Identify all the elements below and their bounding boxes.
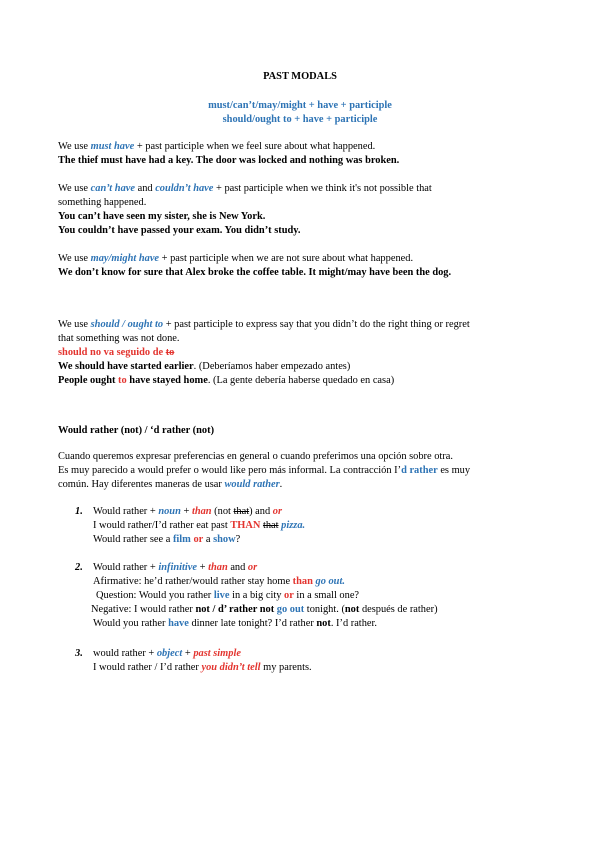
item2-affirmative: Afirmative: he’d rather/would rather stay home than go out. xyxy=(93,576,345,587)
would-rather-intro-2: Es muy parecido a would prefer o would like pero más informal. La contracción I’d rather es muy xyxy=(58,465,471,476)
item1-example-1: I would rather/I’d rather eat past THAN that pizza. xyxy=(93,520,306,531)
item2-formula: Would rather + infinitive + than and or xyxy=(93,562,258,573)
may-example: We don’t know for sure that Alex broke the coffee table. It might/may have been the dog. xyxy=(58,267,452,278)
item2-question: Question: Would you rather live in a big city or in a small one? xyxy=(96,590,360,601)
must-explanation: We use must have + past participle when we feel sure about what happened. xyxy=(58,141,376,152)
list-number-3: 3. xyxy=(75,648,83,659)
cant-explanation-cont: something happened. xyxy=(58,197,147,208)
item3-example: I would rather / I’d rather you didn’t tell my parents. xyxy=(93,662,312,673)
item1-formula: Would rather + noun + than (not that) and or xyxy=(93,506,283,517)
must-example: The thief must have had a key. The door was locked and nothing was broken. xyxy=(58,155,400,166)
page-title: PAST MODALS xyxy=(263,71,337,82)
item2-would-you: Would you rather have dinner late tonight? I’d rather not. I’d rather. xyxy=(93,618,377,629)
would-rather-intro-1: Cuando queremos expresar preferencias en general o cuando preferimos una opción sobre otra. xyxy=(58,451,453,462)
subtitle-must-might: must/can’t/may/might + have + participle xyxy=(208,100,392,111)
should-example-2: People ought to have stayed home. (La gente debería haberse quedado en casa) xyxy=(58,375,395,386)
should-explanation-cont: that something was not done. xyxy=(58,333,180,344)
list-number-2: 2. xyxy=(75,562,83,573)
cant-example-2: You couldn’t have passed your exam. You didn’t study. xyxy=(58,225,301,236)
may-explanation: We use may/might have + past participle when we are not sure about what happened. xyxy=(58,253,414,264)
should-example-1: We should have started earlier. (Deberíamos haber empezado antes) xyxy=(58,361,351,372)
would-rather-intro-3: común. Hay diferentes maneras de usar would rather. xyxy=(58,479,283,490)
should-note: should no va seguido de to xyxy=(58,347,175,358)
should-explanation: We use should / ought to + past participle to express say that you didn’t do the right thing or regret xyxy=(58,319,470,330)
item1-example-2: Would rather see a film or a show? xyxy=(93,534,241,545)
cant-example-1: You can’t have seen my sister, she is New York. xyxy=(58,211,266,222)
item3-formula: would rather + object + past simple xyxy=(93,648,241,659)
item2-negative: Negative: I would rather not / d’ rather not go out tonight. (not después de rather) xyxy=(91,604,438,615)
cant-explanation: We use can’t have and couldn’t have + past participle when we think it's not possible that xyxy=(58,183,432,194)
list-number-1: 1. xyxy=(75,506,83,517)
subtitle-should-ought: should/ought to + have + participle xyxy=(222,114,378,125)
would-rather-heading: Would rather (not) / ‘d rather (not) xyxy=(58,425,215,436)
